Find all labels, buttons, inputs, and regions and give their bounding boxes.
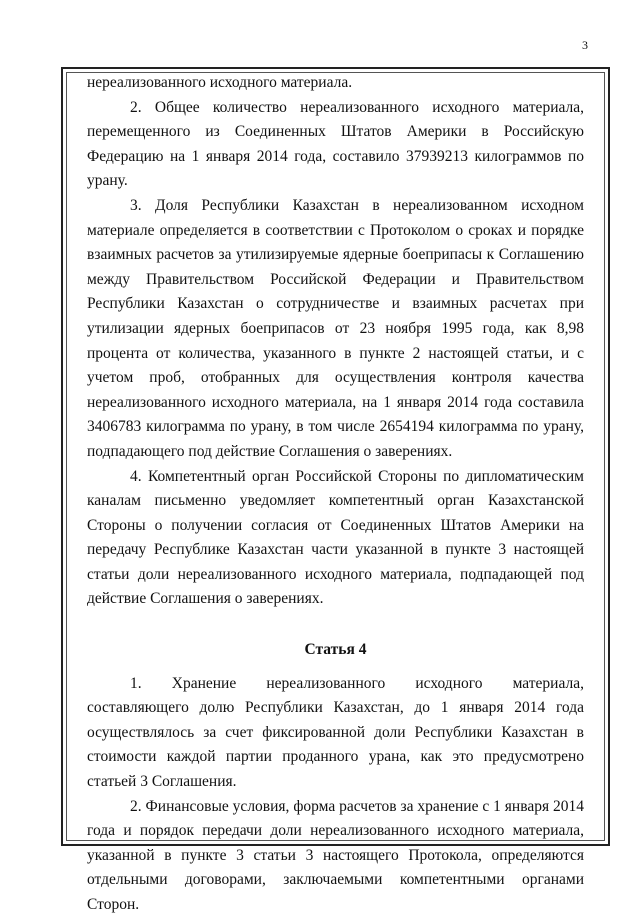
- article-heading: Статья 4: [304, 641, 367, 659]
- paragraph-3: 3. Доля Республики Казахстан в нереализованном исходном материале определяется в соответствии с Протоколом о сроках и порядке взаимных расчетов за утилизируемые ядерные боеприпасы к Соглашению между Правительством Российской Федерации и Правительством Республики Казахстан о сотрудничестве и взаимных расчетах при утилизации ядерных боеприпасов от 23 ноября 1995 года, как 8,98 процента от количества, указанного в пункте 2 настоящей статьи, и с учетом проб, отобранных для осуществления контроля качества нереализованного исходного материала, на 1 января 2014 года составила 3406783 килограмма по урану, в том числе 2654194 килограмма по урану, подпадающего под действие Соглашения о заверениях.: [87, 196, 584, 460]
- document-body: [87, 71, 584, 918]
- page-number: 3: [582, 38, 588, 52]
- article-4-paragraph-2: 2. Финансовые условия, форма расчетов за хранение с 1 января 2014 года и порядок передачи доли нереализованного исходного материала, указанной в пункте 3 статьи 3 настоящего Протокола, определяются отдельными договорами, заключаемыми компетентными органами Сторон.: [87, 797, 584, 913]
- paragraph-continuation: нереализованного исходного материала.: [87, 74, 353, 91]
- paragraph-2: 2. Общее количество нереализованного исходного материала, перемещенного из Соединенных Штатов Америки в Российскую Федерацию на 1 января 2014 года, составило 37939213 килограммов по урану.: [87, 98, 584, 190]
- paragraph-4: 4. Компетентный орган Российской Стороны по дипломатическим каналам письменно уведомляет компетентный орган Казахстанской Стороны о получении согласия от Соединенных Штатов Америки на передачу Республике Казахстан части указанной в пункте 3 настоящей статьи доли нереализованного исходного материала, подпадающей под действие Соглашения о заверениях.: [87, 467, 584, 608]
- article-4-paragraph-1: 1. Хранение нереализованного исходного материала, составляющего долю Республики Казахстан, до 1 января 2014 года осуществлялось за счет фиксированной доли Республики Казахстан в стоимости каждой партии проданного урана, как это предусмотрено статьей 3 Соглашения.: [87, 674, 584, 791]
